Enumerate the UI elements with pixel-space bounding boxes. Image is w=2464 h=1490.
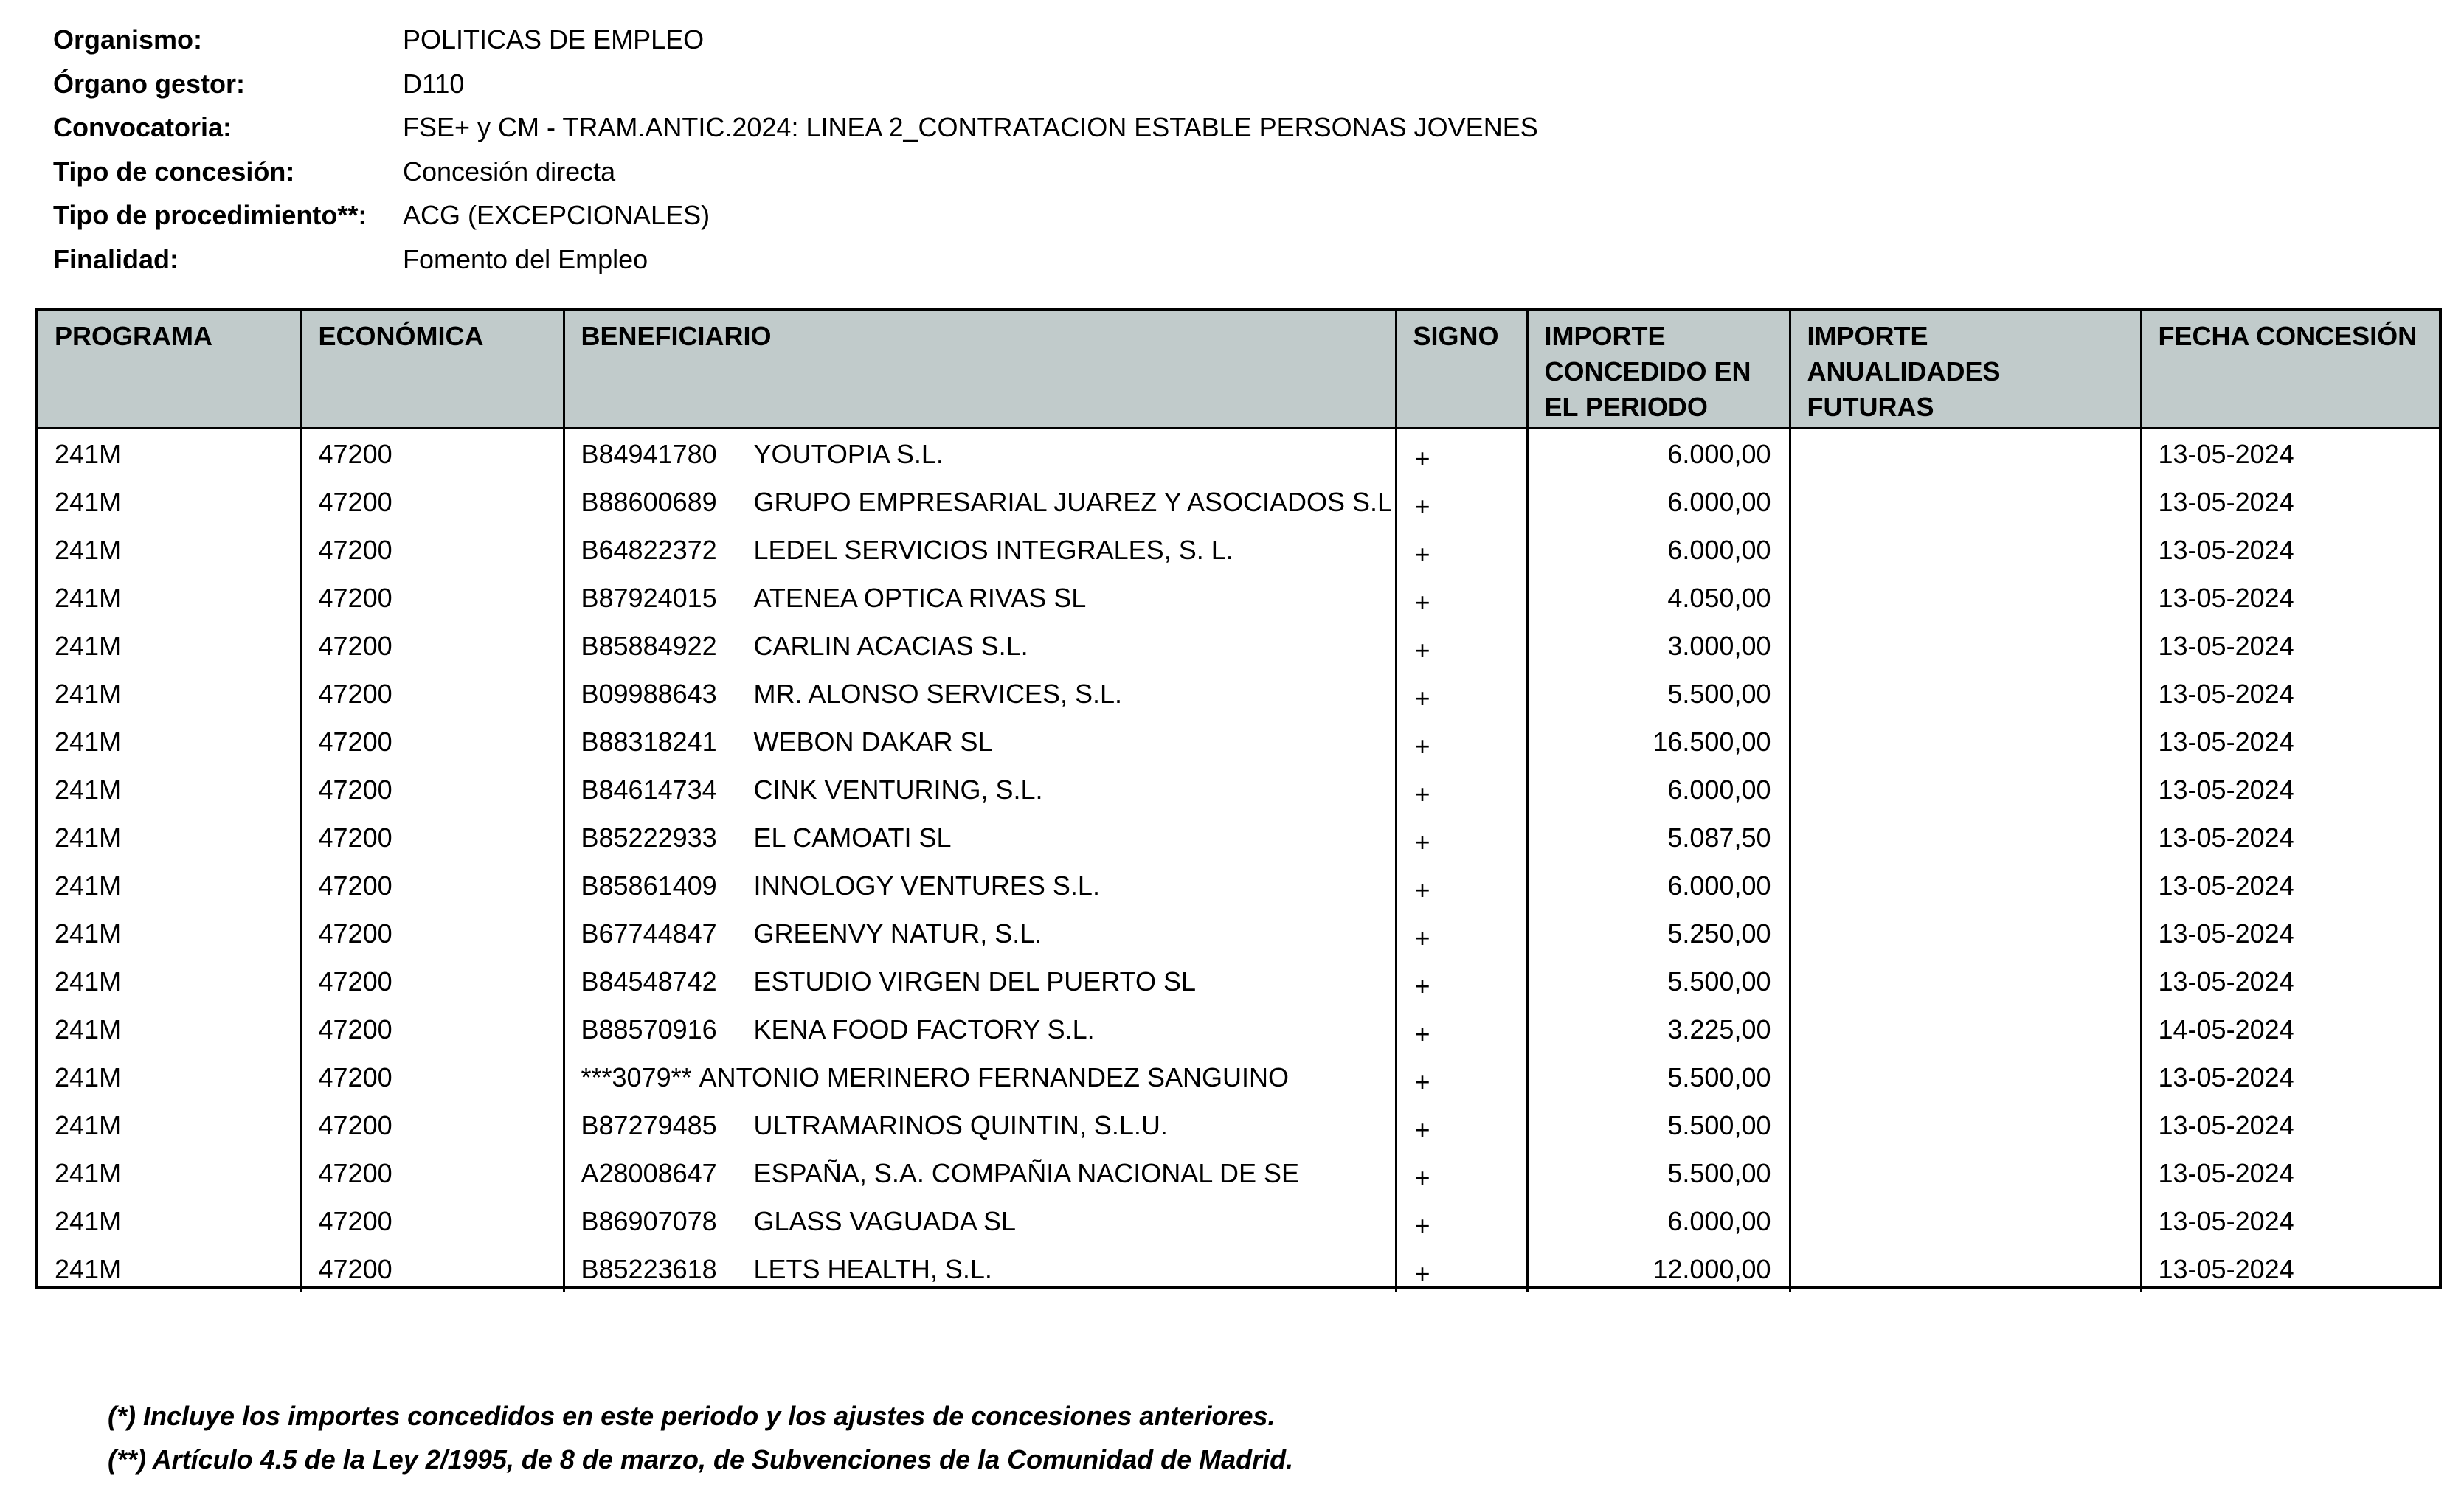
concessions-table bbox=[38, 311, 2439, 1292]
table-row bbox=[38, 717, 2439, 765]
footnote-1: (*) Incluye los importes concedidos en este periodo y los ajustes de concesiones anteriores. bbox=[108, 1401, 1276, 1431]
beneficiario-nif: B85884922 bbox=[581, 630, 717, 661]
cell-programa: 241M bbox=[55, 918, 122, 949]
metadata-label: Tipo de concesión: bbox=[53, 156, 295, 187]
cell-importe-concedido: 6.000,00 bbox=[1527, 428, 1790, 477]
table-row bbox=[38, 477, 2439, 525]
footnotes bbox=[108, 1394, 1293, 1481]
beneficiario-nombre: WEBON DAKAR SL bbox=[753, 726, 993, 757]
cell-importe-concedido: 5.250,00 bbox=[1527, 909, 1790, 957]
cell-economica: 47200 bbox=[301, 669, 564, 717]
beneficiario-nif: B87924015 bbox=[581, 582, 717, 613]
cell-importe-futuras bbox=[1790, 957, 2141, 1005]
cell-beneficiario bbox=[564, 1196, 1396, 1244]
metadata-row bbox=[53, 105, 1538, 150]
concessions-table-frame bbox=[35, 308, 2442, 1289]
cell-beneficiario bbox=[564, 428, 1396, 477]
cell-beneficiario bbox=[564, 717, 1396, 765]
cell-programa: 241M bbox=[55, 774, 122, 805]
cell-programa: 241M bbox=[55, 1253, 122, 1284]
metadata-block bbox=[53, 18, 1538, 281]
cell-importe-futuras bbox=[1790, 861, 2141, 909]
cell-beneficiario bbox=[564, 621, 1396, 669]
cell-signo: + bbox=[1396, 1148, 1527, 1196]
beneficiario-nombre: GREENVY NATUR, S.L. bbox=[753, 918, 1042, 949]
cell-economica: 47200 bbox=[301, 573, 564, 621]
col-header-beneficiario: BENEFICIARIO bbox=[564, 311, 1396, 428]
beneficiario-nombre: GLASS VAGUADA SL bbox=[753, 1205, 1016, 1236]
cell-fecha: 13-05-2024 bbox=[2141, 861, 2439, 909]
cell-importe-concedido: 6.000,00 bbox=[1527, 525, 1790, 573]
cell-beneficiario bbox=[564, 1101, 1396, 1148]
cell-importe-futuras bbox=[1790, 1005, 2141, 1053]
cell-fecha: 13-05-2024 bbox=[2141, 1196, 2439, 1244]
cell-fecha: 13-05-2024 bbox=[2141, 621, 2439, 669]
cell-importe-concedido: 5.500,00 bbox=[1527, 957, 1790, 1005]
cell-importe-concedido: 5.500,00 bbox=[1527, 1053, 1790, 1101]
table-row bbox=[38, 909, 2439, 957]
cell-importe-futuras bbox=[1790, 765, 2141, 813]
cell-signo: + bbox=[1396, 813, 1527, 861]
cell-programa: 241M bbox=[55, 1109, 122, 1140]
cell-fecha: 13-05-2024 bbox=[2141, 1101, 2439, 1148]
cell-beneficiario bbox=[564, 1244, 1396, 1292]
beneficiario-nombre: ATENEA OPTICA RIVAS SL bbox=[753, 582, 1087, 613]
table-row bbox=[38, 1244, 2439, 1292]
table-header-row bbox=[38, 311, 2439, 428]
table-row bbox=[38, 669, 2439, 717]
cell-beneficiario bbox=[564, 477, 1396, 525]
beneficiario-nombre: LETS HEALTH, S.L. bbox=[753, 1253, 992, 1284]
col-header-signo: SIGNO bbox=[1396, 311, 1527, 428]
cell-beneficiario bbox=[564, 909, 1396, 957]
cell-fecha: 13-05-2024 bbox=[2141, 573, 2439, 621]
metadata-value: ACG (EXCEPCIONALES) bbox=[403, 200, 710, 230]
cell-importe-futuras bbox=[1790, 1148, 2141, 1196]
beneficiario-nombre: CINK VENTURING, S.L. bbox=[753, 774, 1043, 805]
cell-economica: 47200 bbox=[301, 1053, 564, 1101]
cell-programa: 241M bbox=[55, 822, 122, 853]
beneficiario-nif: B87279485 bbox=[581, 1109, 717, 1140]
cell-importe-concedido: 3.000,00 bbox=[1527, 621, 1790, 669]
beneficiario-nif: B88318241 bbox=[581, 726, 717, 757]
beneficiario-nombre: ANTONIO MERINERO FERNANDEZ SANGUINO bbox=[699, 1061, 1290, 1092]
metadata-value: D110 bbox=[403, 68, 465, 99]
cell-importe-futuras bbox=[1790, 1053, 2141, 1101]
cell-signo: + bbox=[1396, 1244, 1527, 1292]
table-row bbox=[38, 525, 2439, 573]
cell-economica: 47200 bbox=[301, 1101, 564, 1148]
col-header-importe-futuras: IMPORTE ANUALIDADES FUTURAS bbox=[1790, 311, 2141, 428]
cell-signo: + bbox=[1396, 1053, 1527, 1101]
cell-importe-futuras bbox=[1790, 428, 2141, 477]
metadata-row bbox=[53, 238, 1538, 282]
cell-beneficiario bbox=[564, 1005, 1396, 1053]
cell-importe-futuras bbox=[1790, 477, 2141, 525]
beneficiario-nif: B86907078 bbox=[581, 1205, 717, 1236]
cell-signo: + bbox=[1396, 428, 1527, 477]
footnote-2: (**) Artículo 4.5 de la Ley 2/1995, de 8 de marzo, de Subvenciones de la Comunidad de Madrid. bbox=[108, 1444, 1294, 1475]
beneficiario-nif: B88570916 bbox=[581, 1013, 717, 1044]
cell-fecha: 14-05-2024 bbox=[2141, 1005, 2439, 1053]
table-row bbox=[38, 1053, 2439, 1101]
cell-importe-concedido: 5.087,50 bbox=[1527, 813, 1790, 861]
cell-signo: + bbox=[1396, 1101, 1527, 1148]
beneficiario-nif: ***3079** bbox=[581, 1061, 692, 1092]
table-row bbox=[38, 1196, 2439, 1244]
cell-fecha: 13-05-2024 bbox=[2141, 669, 2439, 717]
beneficiario-nombre: KENA FOOD FACTORY S.L. bbox=[753, 1013, 1095, 1044]
metadata-label: Finalidad: bbox=[53, 243, 179, 274]
metadata-row bbox=[53, 150, 1538, 194]
metadata-row bbox=[53, 193, 1538, 238]
col-header-importe-concedido: IMPORTE CONCEDIDO EN EL PERIODO bbox=[1527, 311, 1790, 428]
cell-importe-concedido: 6.000,00 bbox=[1527, 765, 1790, 813]
cell-beneficiario bbox=[564, 861, 1396, 909]
table-row bbox=[38, 861, 2439, 909]
metadata-label: Tipo de procedimiento**: bbox=[53, 200, 367, 230]
beneficiario-nif: B88600689 bbox=[581, 486, 717, 517]
cell-beneficiario bbox=[564, 573, 1396, 621]
cell-programa: 241M bbox=[55, 870, 122, 901]
metadata-value: Fomento del Empleo bbox=[403, 243, 648, 274]
cell-importe-concedido: 12.000,00 bbox=[1527, 1244, 1790, 1292]
cell-signo: + bbox=[1396, 477, 1527, 525]
cell-economica: 47200 bbox=[301, 1148, 564, 1196]
col-header-fecha: FECHA CONCESIÓN bbox=[2141, 311, 2439, 428]
cell-importe-futuras bbox=[1790, 621, 2141, 669]
cell-beneficiario bbox=[564, 1053, 1396, 1101]
cell-economica: 47200 bbox=[301, 861, 564, 909]
cell-programa: 241M bbox=[55, 1013, 122, 1044]
cell-economica: 47200 bbox=[301, 621, 564, 669]
cell-signo: + bbox=[1396, 1196, 1527, 1244]
beneficiario-nombre: MR. ALONSO SERVICES, S.L. bbox=[753, 678, 1122, 709]
metadata-value: FSE+ y CM - TRAM.ANTIC.2024: LINEA 2_CONTRATACION ESTABLE PERSONAS JOVENES bbox=[403, 112, 1538, 142]
cell-programa: 241M bbox=[55, 1061, 122, 1092]
beneficiario-nif: B64822372 bbox=[581, 534, 717, 565]
cell-signo: + bbox=[1396, 525, 1527, 573]
cell-signo: + bbox=[1396, 909, 1527, 957]
beneficiario-nombre: ESTUDIO VIRGEN DEL PUERTO SL bbox=[753, 966, 1196, 997]
cell-importe-concedido: 4.050,00 bbox=[1527, 573, 1790, 621]
table-row bbox=[38, 765, 2439, 813]
cell-programa: 241M bbox=[55, 630, 122, 661]
table-row bbox=[38, 813, 2439, 861]
beneficiario-nombre: LEDEL SERVICIOS INTEGRALES, S. L. bbox=[753, 534, 1233, 565]
cell-beneficiario bbox=[564, 765, 1396, 813]
cell-signo: + bbox=[1396, 717, 1527, 765]
table-row bbox=[38, 1005, 2439, 1053]
metadata-value: Concesión directa bbox=[403, 156, 616, 187]
cell-importe-concedido: 6.000,00 bbox=[1527, 1196, 1790, 1244]
cell-fecha: 13-05-2024 bbox=[2141, 1244, 2439, 1292]
cell-programa: 241M bbox=[55, 582, 122, 613]
beneficiario-nif: B85222933 bbox=[581, 822, 717, 853]
cell-importe-futuras bbox=[1790, 1196, 2141, 1244]
metadata-label: Organismo: bbox=[53, 24, 203, 55]
cell-economica: 47200 bbox=[301, 477, 564, 525]
beneficiario-nif: B85223618 bbox=[581, 1253, 717, 1284]
beneficiario-nif: A28008647 bbox=[581, 1157, 717, 1188]
beneficiario-nombre: INNOLOGY VENTURES S.L. bbox=[753, 870, 1100, 901]
cell-importe-concedido: 6.000,00 bbox=[1527, 477, 1790, 525]
cell-importe-concedido: 5.500,00 bbox=[1527, 1101, 1790, 1148]
cell-economica: 47200 bbox=[301, 428, 564, 477]
metadata-value: POLITICAS DE EMPLEO bbox=[403, 24, 705, 55]
cell-programa: 241M bbox=[55, 438, 122, 469]
cell-economica: 47200 bbox=[301, 909, 564, 957]
table-row bbox=[38, 1101, 2439, 1148]
metadata-label: Órgano gestor: bbox=[53, 68, 246, 99]
cell-beneficiario bbox=[564, 525, 1396, 573]
cell-signo: + bbox=[1396, 669, 1527, 717]
cell-importe-concedido: 6.000,00 bbox=[1527, 861, 1790, 909]
cell-fecha: 13-05-2024 bbox=[2141, 428, 2439, 477]
table-row bbox=[38, 1148, 2439, 1196]
cell-importe-futuras bbox=[1790, 573, 2141, 621]
cell-fecha: 13-05-2024 bbox=[2141, 957, 2439, 1005]
table-row bbox=[38, 428, 2439, 477]
beneficiario-nombre: CARLIN ACACIAS S.L. bbox=[753, 630, 1028, 661]
beneficiario-nif: B84941780 bbox=[581, 438, 717, 469]
cell-fecha: 13-05-2024 bbox=[2141, 525, 2439, 573]
metadata-row bbox=[53, 62, 1538, 106]
beneficiario-nif: B84614734 bbox=[581, 774, 717, 805]
metadata-label: Convocatoria: bbox=[53, 112, 232, 142]
table-row bbox=[38, 957, 2439, 1005]
cell-importe-concedido: 5.500,00 bbox=[1527, 669, 1790, 717]
metadata-row bbox=[53, 18, 1538, 62]
beneficiario-nombre: ULTRAMARINOS QUINTIN, S.L.U. bbox=[753, 1109, 1168, 1140]
cell-economica: 47200 bbox=[301, 525, 564, 573]
cell-importe-futuras bbox=[1790, 1101, 2141, 1148]
cell-programa: 241M bbox=[55, 678, 122, 709]
cell-programa: 241M bbox=[55, 1157, 122, 1188]
cell-signo: + bbox=[1396, 573, 1527, 621]
cell-signo: + bbox=[1396, 621, 1527, 669]
cell-economica: 47200 bbox=[301, 813, 564, 861]
cell-programa: 241M bbox=[55, 486, 122, 517]
beneficiario-nif: B67744847 bbox=[581, 918, 717, 949]
cell-beneficiario bbox=[564, 813, 1396, 861]
cell-fecha: 13-05-2024 bbox=[2141, 765, 2439, 813]
cell-economica: 47200 bbox=[301, 957, 564, 1005]
cell-signo: + bbox=[1396, 1005, 1527, 1053]
cell-programa: 241M bbox=[55, 1205, 122, 1236]
cell-signo: + bbox=[1396, 765, 1527, 813]
table-row bbox=[38, 621, 2439, 669]
beneficiario-nif: B85861409 bbox=[581, 870, 717, 901]
cell-fecha: 13-05-2024 bbox=[2141, 813, 2439, 861]
beneficiario-nombre: ESPAÑA, S.A. COMPAÑIA NACIONAL DE SE bbox=[753, 1157, 1300, 1188]
beneficiario-nif: B09988643 bbox=[581, 678, 717, 709]
cell-fecha: 13-05-2024 bbox=[2141, 909, 2439, 957]
beneficiario-nombre: GRUPO EMPRESARIAL JUAREZ Y ASOCIADOS S.L bbox=[753, 486, 1393, 517]
cell-importe-futuras bbox=[1790, 909, 2141, 957]
cell-economica: 47200 bbox=[301, 1005, 564, 1053]
cell-importe-concedido: 5.500,00 bbox=[1527, 1148, 1790, 1196]
cell-signo: + bbox=[1396, 861, 1527, 909]
beneficiario-nif: B84548742 bbox=[581, 966, 717, 997]
col-header-programa: PROGRAMA bbox=[38, 311, 301, 428]
cell-fecha: 13-05-2024 bbox=[2141, 717, 2439, 765]
table-row bbox=[38, 573, 2439, 621]
cell-programa: 241M bbox=[55, 966, 122, 997]
cell-importe-concedido: 16.500,00 bbox=[1527, 717, 1790, 765]
cell-beneficiario bbox=[564, 957, 1396, 1005]
cell-fecha: 13-05-2024 bbox=[2141, 477, 2439, 525]
cell-importe-futuras bbox=[1790, 717, 2141, 765]
cell-fecha: 13-05-2024 bbox=[2141, 1053, 2439, 1101]
cell-economica: 47200 bbox=[301, 717, 564, 765]
cell-importe-futuras bbox=[1790, 813, 2141, 861]
cell-programa: 241M bbox=[55, 534, 122, 565]
col-header-economica: ECONÓMICA bbox=[301, 311, 564, 428]
cell-importe-futuras bbox=[1790, 1244, 2141, 1292]
cell-beneficiario bbox=[564, 669, 1396, 717]
cell-importe-futuras bbox=[1790, 669, 2141, 717]
cell-beneficiario bbox=[564, 1148, 1396, 1196]
cell-programa: 241M bbox=[55, 726, 122, 757]
cell-economica: 47200 bbox=[301, 1244, 564, 1292]
cell-economica: 47200 bbox=[301, 765, 564, 813]
beneficiario-nombre: EL CAMOATI SL bbox=[753, 822, 952, 853]
cell-signo: + bbox=[1396, 957, 1527, 1005]
cell-importe-futuras bbox=[1790, 525, 2141, 573]
cell-economica: 47200 bbox=[301, 1196, 564, 1244]
cell-fecha: 13-05-2024 bbox=[2141, 1148, 2439, 1196]
cell-importe-concedido: 3.225,00 bbox=[1527, 1005, 1790, 1053]
beneficiario-nombre: YOUTOPIA S.L. bbox=[753, 438, 944, 469]
